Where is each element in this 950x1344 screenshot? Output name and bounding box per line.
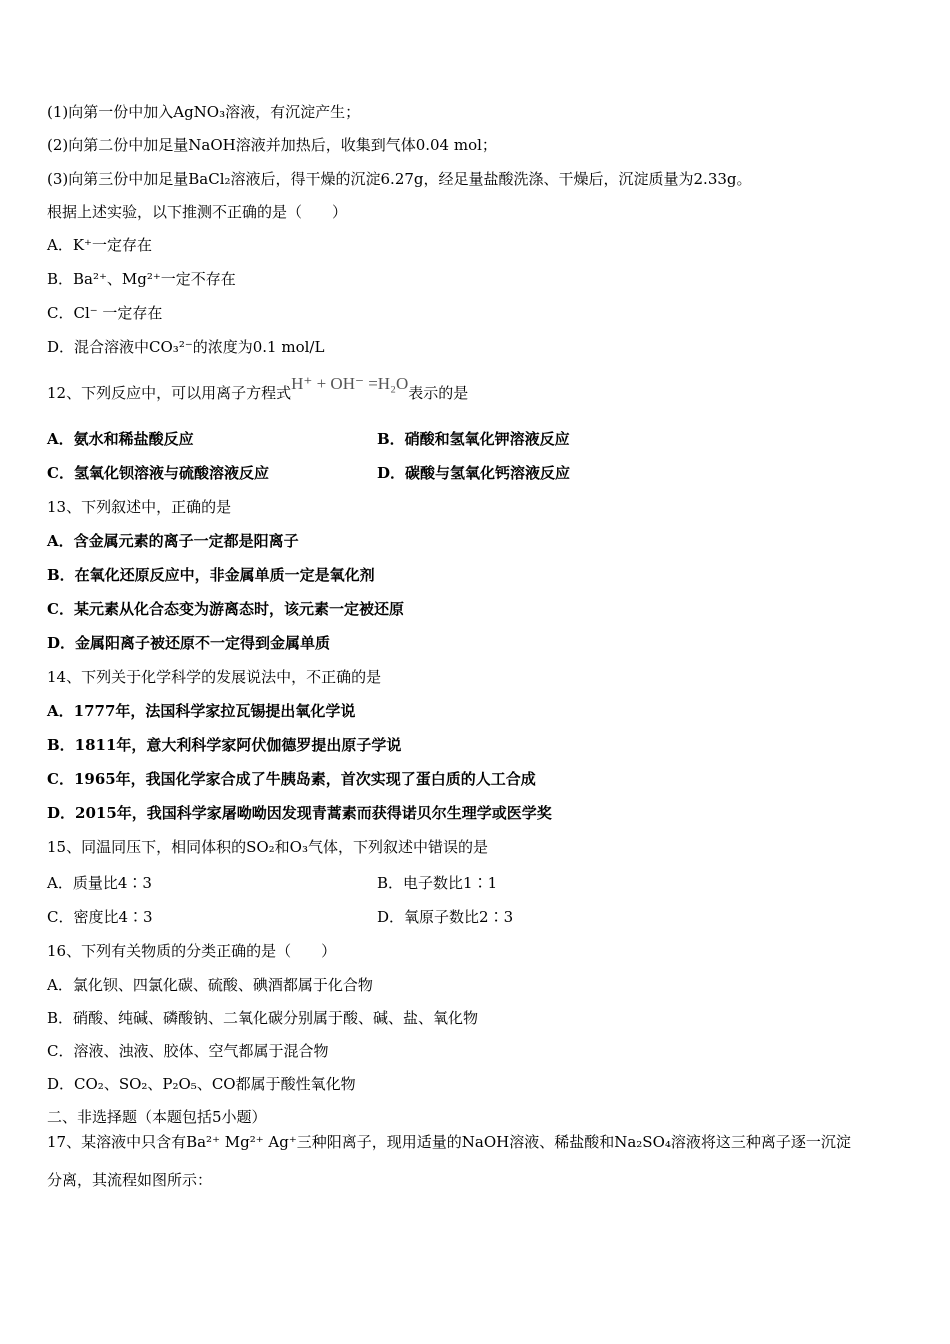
q12-stem	[47, 374, 469, 403]
q13-option-a: A．含金属元素的离子一定都是阳离子	[47, 532, 299, 550]
q14-option-b: B．1811年，意大利科学家阿伏伽德罗提出原子学说	[47, 736, 402, 754]
q12-option-d: D．碳酸与氢氧化钙溶液反应	[377, 464, 571, 482]
ionic-equation: H⁺ + OH⁻ =H₂O	[291, 374, 409, 393]
q14-option-c: C．1965年，我国化学家合成了牛胰岛素，首次实现了蛋白质的人工合成	[47, 770, 536, 788]
q12-option-c: C．氢氧化钡溶液与硫酸溶液反应	[47, 464, 269, 482]
q11-option-d: D．混合溶液中CO₃²⁻的浓度为0.1 mol/L	[47, 338, 325, 356]
q16-option-a: A．氯化钡、四氯化碳、硫酸、碘酒都属于化合物	[47, 976, 373, 994]
q16-option-d: D．CO₂、SO₂、P₂O₅、CO都属于酸性氧化物	[47, 1075, 356, 1093]
q14-option-d: D．2015年，我国科学家屠呦呦因发现青蒿素而获得诺贝尔生理学或医学奖	[47, 804, 552, 822]
q11-step-2: (2)向第二份中加足量NaOH溶液并加热后，收集到气体0.04 mol；	[47, 136, 497, 154]
q13-stem: 13、下列叙述中，正确的是	[47, 498, 232, 516]
q12-option-b: B．硝酸和氢氧化钾溶液反应	[377, 430, 570, 448]
q15-option-a: A．质量比4∶3	[47, 874, 152, 892]
q14-stem: 14、下列关于化学科学的发展说法中，不正确的是	[47, 668, 382, 686]
q11-step-3: (3)向第三份中加足量BaCl₂溶液后，得干燥的沉淀6.27g，经足量盐酸洗涤、干燥后，沉淀质量为2.33g。	[47, 170, 752, 188]
q14-option-a: A．1777年，法国科学家拉瓦锡提出氧化学说	[47, 702, 356, 720]
q11-step-1: (1)向第一份中加入AgNO₃溶液，有沉淀产生；	[47, 103, 361, 121]
q15-stem: 15、同温同压下，相同体积的SO₂和O₃气体，下列叙述中错误的是	[47, 838, 488, 856]
q11-option-c: C．Cl⁻ 一定存在	[47, 304, 163, 322]
q16-option-c: C．溶液、浊液、胶体、空气都属于混合物	[47, 1042, 329, 1060]
q16-stem: 16、下列有关物质的分类正确的是（ ）	[47, 942, 337, 960]
q12-stem-after: 表示的是	[408, 384, 469, 402]
q11-option-a: A．K⁺一定存在	[47, 236, 152, 254]
q17-line-2: 分离，其流程如图所示：	[47, 1171, 213, 1189]
q13-option-b: B．在氧化还原反应中，非金属单质一定是氧化剂	[47, 566, 375, 584]
q11-question: 根据上述实验，以下推测不正确的是（ ）	[47, 203, 348, 221]
q17-line-1: 17、某溶液中只含有Ba²⁺ Mg²⁺ Ag⁺三种阳离子，现用适量的NaOH溶液、稀盐酸和Na₂SO₄溶液将这三种离子逐一沉淀	[47, 1133, 851, 1151]
q15-option-d: D．氧原子数比2∶3	[377, 908, 514, 926]
q15-option-c: C．密度比4∶3	[47, 908, 153, 926]
q12-option-a: A．氨水和稀盐酸反应	[47, 430, 194, 448]
q16-option-b: B．硝酸、纯碱、磷酸钠、二氧化碳分别属于酸、碱、盐、氧化物	[47, 1009, 479, 1027]
q12-stem-before: 12、下列反应中，可以用离子方程式	[47, 384, 292, 402]
section-heading: 二、非选择题（本题包括5小题）	[47, 1108, 267, 1126]
q13-option-d: D．金属阳离子被还原不一定得到金属单质	[47, 634, 331, 652]
q13-option-c: C．某元素从化合态变为游离态时，该元素一定被还原	[47, 600, 404, 618]
q15-option-b: B．电子数比1∶1	[377, 874, 498, 892]
q11-option-b: B．Ba²⁺、Mg²⁺一定不存在	[47, 270, 236, 288]
